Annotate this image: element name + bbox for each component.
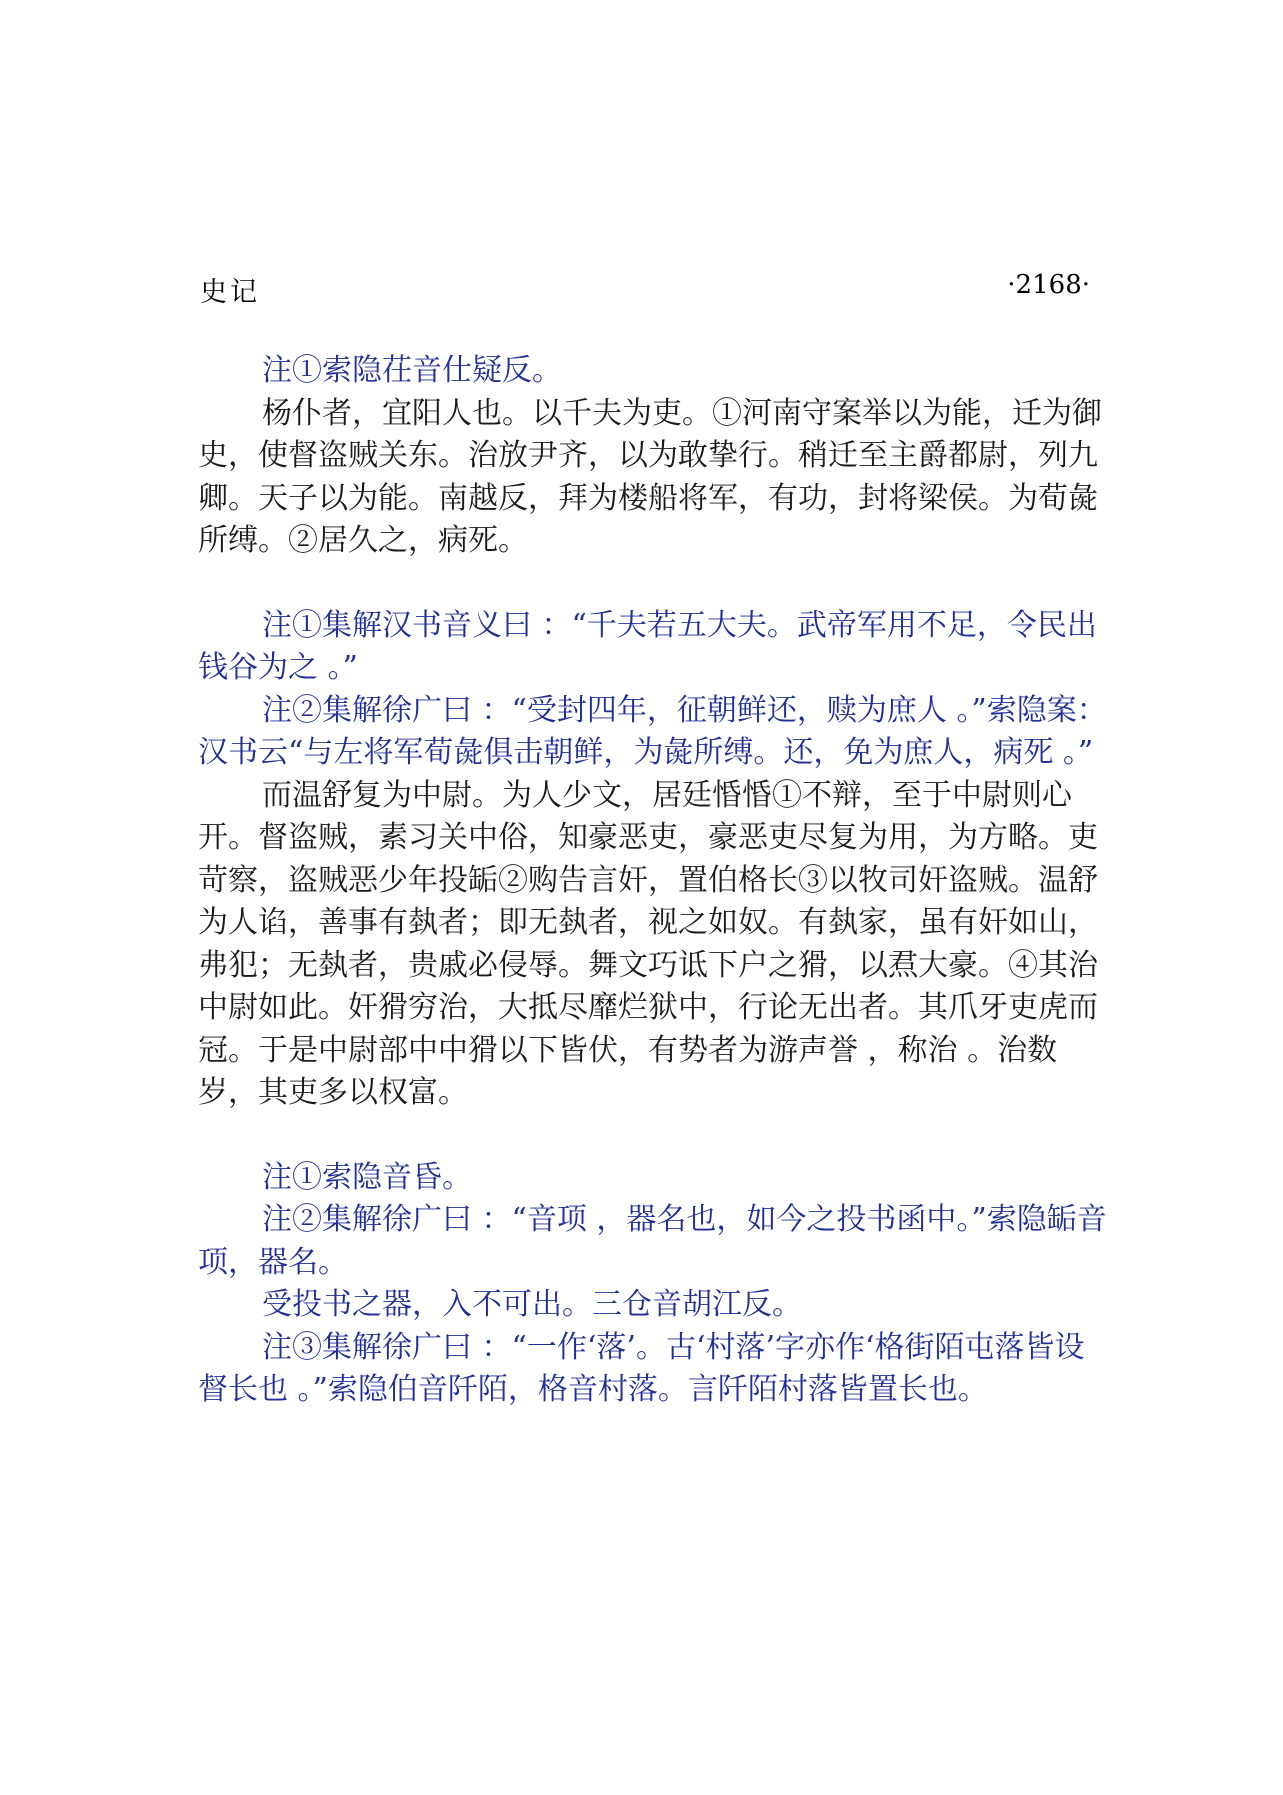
annotation-paragraph: 注②集解徐广曰 ：“受封四年，征朝鲜还，赎为庶人 。”索隐案：汉书云“与左将军荀彘俱击朝鲜，为彘所缚。还，免为庶人，病死 。”: [198, 692, 1107, 770]
page-number: ·2168·: [1007, 270, 1090, 300]
body-paragraph: 而温舒复为中尉。为人少文，居廷惛惛①不辩，至于中尉则心开。督盗贼，素习关中俗，知豪恶吏，豪恶吏尽复为用，为方略。吏苛察，盗贼恶少年投缿②购告言奸，置伯格长③以牧司奸盗贼。温舒为人谄，善事有埶者；即无埶者，视之如奴。有埶家，虽有奸如山，弗犯；无埶者，贵戚必侵辱。舞文巧诋下户之猾，以焄大豪。④其治中尉如此。奸猾穷治，大抵尽靡烂狱中，行论无出者。其爪牙吏虎而冠。于是中尉部中中猾以下皆伏，有势者为游声誉 ，称治 。治数岁，其吏多以权富。: [198, 777, 1098, 1110]
annotation-paragraph: 注①索隐音昏。: [262, 1159, 472, 1195]
annotation-paragraph: 注③集解徐广曰 ：“一作‘落’。古‘村落’字亦作‘格街陌屯落皆设督长也 。”索隐伯音阡陌，格音村落。言阡陌村落皆置长也。: [198, 1329, 1085, 1407]
annotation-paragraph: 注②集解徐广曰 ：“音项 ，器名也，如今之投书函中。”索隐缿音项，器名。: [198, 1202, 1107, 1280]
book-title: 史记: [200, 277, 260, 308]
annotation-paragraph: 注①集解汉书音义曰 ：“千夫若五大夫。武帝军用不足，令民出钱谷为之 。”: [198, 607, 1097, 685]
page-body: [198, 350, 1108, 1412]
body-paragraph: 杨仆者，宜阳人也。以千夫为吏。①河南守案举以为能，迁为御史，使督盗贼关东。治放尹齐，以为敢挚行。稍迁至主爵都尉，列九卿。天子以为能。南越反，拜为楼船将军，有功，封将梁侯。为荀彘所缚。②居久之，病死。: [198, 395, 1102, 558]
paragraph-gap: [198, 563, 1108, 605]
paragraph-gap: [198, 1115, 1108, 1157]
annotation-paragraph: 受投书之器，入不可出。三仓音胡江反。: [262, 1287, 802, 1322]
page-header: [200, 270, 1090, 310]
annotation-paragraph: 注①索隐茌音仕疑反。: [262, 353, 562, 388]
